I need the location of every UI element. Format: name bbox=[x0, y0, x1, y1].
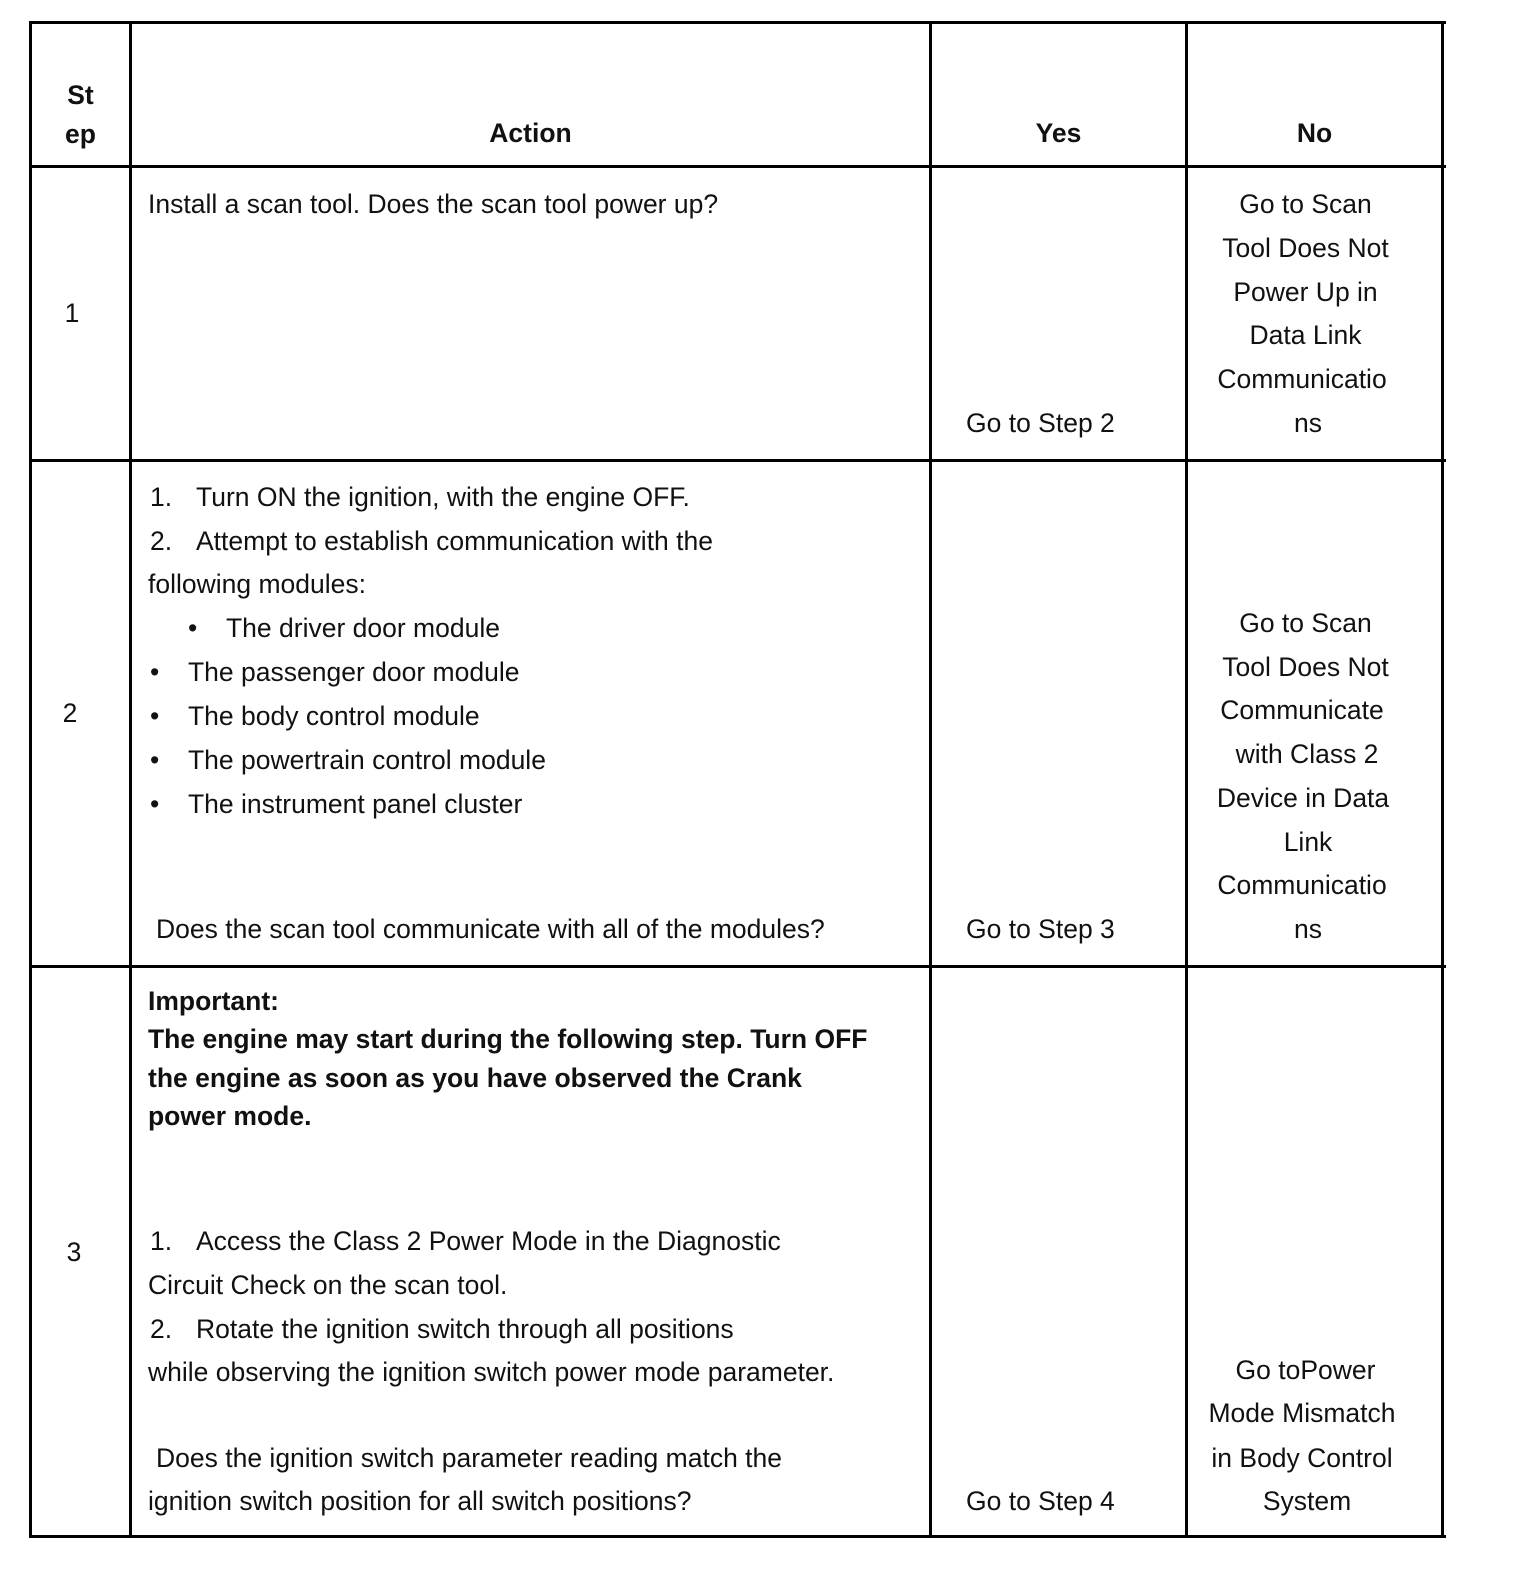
list-number: 1. bbox=[150, 1226, 173, 1256]
bullet-icon: • bbox=[150, 745, 160, 775]
column-divider-step bbox=[129, 21, 132, 1538]
header-no: No bbox=[1296, 118, 1333, 148]
important-note-line: the engine as soon as you have observed the Crank bbox=[148, 1063, 802, 1093]
bullet-item: The passenger door module bbox=[188, 657, 520, 687]
action-question: ignition switch position for all switch positions? bbox=[148, 1486, 692, 1516]
column-divider-action bbox=[929, 21, 932, 1538]
bullet-icon: • bbox=[150, 789, 160, 819]
list-number: 2. bbox=[150, 526, 173, 556]
no-result-line: Communicatio bbox=[1217, 364, 1387, 394]
important-note-line: power mode. bbox=[148, 1101, 312, 1131]
bullet-icon: • bbox=[150, 701, 160, 731]
bullet-item: The body control module bbox=[188, 701, 480, 731]
table-border-right bbox=[1441, 21, 1444, 1538]
table-border-left bbox=[29, 21, 32, 1538]
table-border-top bbox=[29, 21, 1446, 24]
table-border-bottom bbox=[29, 1535, 1446, 1538]
action-question: Does the ignition switch parameter reading match the bbox=[156, 1443, 783, 1473]
header-step-line2: ep bbox=[65, 119, 96, 149]
no-result-line: Tool Does Not bbox=[1222, 652, 1389, 682]
no-result-line: Communicate bbox=[1220, 695, 1384, 725]
header-divider bbox=[29, 165, 1446, 168]
no-result-line: Communicatio bbox=[1217, 870, 1387, 900]
list-item: Access the Class 2 Power Mode in the Diagnostic bbox=[196, 1226, 781, 1256]
no-result-line: Link bbox=[1283, 827, 1333, 857]
no-result-line: Data Link bbox=[1249, 320, 1362, 350]
no-result-line: Device in Data bbox=[1216, 783, 1390, 813]
no-result-line: Power Up in bbox=[1233, 277, 1378, 307]
list-item: Attempt to establish communication with the bbox=[196, 526, 713, 556]
action-question: Does the scan tool communicate with all of the modules? bbox=[156, 914, 825, 944]
row-divider-2 bbox=[29, 965, 1446, 968]
no-result-line: Go toPower bbox=[1235, 1355, 1376, 1385]
row-divider-1 bbox=[29, 459, 1446, 462]
bullet-item: The powertrain control module bbox=[188, 745, 546, 775]
list-number: 1. bbox=[150, 482, 173, 512]
list-item-continued: Circuit Check on the scan tool. bbox=[148, 1270, 508, 1300]
no-result-line: with Class 2 bbox=[1235, 739, 1379, 769]
no-result-line: Go to Scan bbox=[1239, 189, 1372, 219]
yes-result: Go to Step 3 bbox=[966, 914, 1115, 944]
step-number: 2 bbox=[62, 698, 78, 728]
header-yes: Yes bbox=[1035, 118, 1082, 148]
step-number: 3 bbox=[66, 1237, 82, 1267]
no-result-line: in Body Control bbox=[1211, 1443, 1393, 1473]
no-result-line: ns bbox=[1294, 914, 1322, 944]
important-note-line: The engine may start during the following step. Turn OFF bbox=[148, 1024, 868, 1054]
important-label: Important: bbox=[148, 986, 280, 1016]
step-number: 1 bbox=[64, 298, 80, 328]
header-action: Action bbox=[489, 118, 572, 148]
yes-result: Go to Step 4 bbox=[966, 1486, 1115, 1516]
bullet-item: The driver door module bbox=[226, 613, 500, 643]
bullet-icon: • bbox=[188, 613, 198, 643]
bullet-item: The instrument panel cluster bbox=[188, 789, 523, 819]
list-number: 2. bbox=[150, 1314, 173, 1344]
list-item-continued: following modules: bbox=[148, 569, 367, 599]
list-item: Rotate the ignition switch through all positions bbox=[196, 1314, 734, 1344]
action-text: Install a scan tool. Does the scan tool power up? bbox=[148, 189, 719, 219]
list-item: Turn ON the ignition, with the engine OFF. bbox=[196, 482, 690, 512]
header-step-line1: St bbox=[67, 80, 94, 110]
no-result-line: Mode Mismatch bbox=[1208, 1398, 1396, 1428]
no-result-line: Go to Scan bbox=[1239, 608, 1372, 638]
bullet-icon: • bbox=[150, 657, 160, 687]
no-result-line: Tool Does Not bbox=[1222, 233, 1389, 263]
yes-result: Go to Step 2 bbox=[966, 408, 1115, 438]
no-result-line: System bbox=[1262, 1486, 1352, 1516]
list-item-continued: while observing the ignition switch power mode parameter. bbox=[148, 1357, 835, 1387]
no-result-line: ns bbox=[1294, 408, 1322, 438]
